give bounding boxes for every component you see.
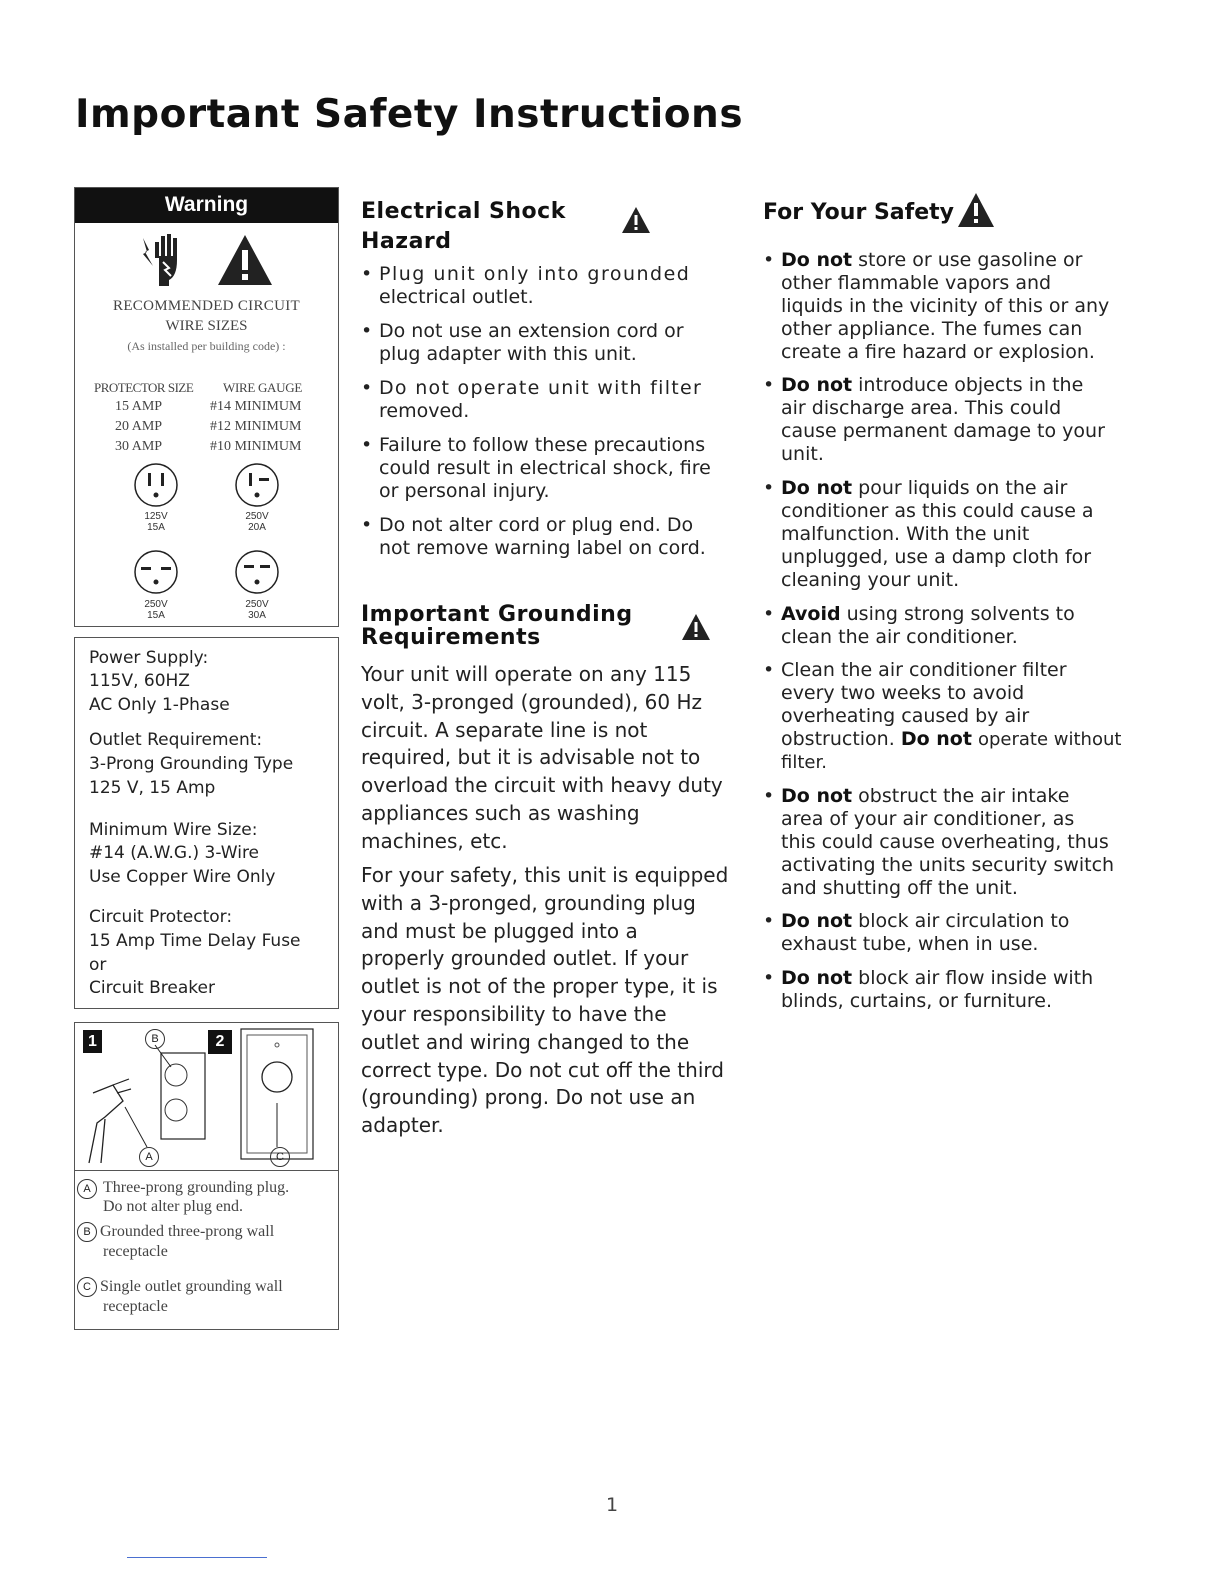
paragraph-line: properly grounded outlet. If your bbox=[361, 946, 689, 971]
bullet-item: • Do not store or use gasoline or other flammable vapors and liquids in the vicinity of this or any other appliance. The fumes can create a fire hazard or explosion. bbox=[763, 249, 1163, 364]
paragraph-line: correct type. Do not cut off the third bbox=[361, 1057, 724, 1082]
warning-triangle-icon bbox=[215, 232, 275, 288]
electric-shock-hand-icon bbox=[135, 228, 195, 292]
paragraph-line: volt, 3-pronged (grounded), 60 Hz bbox=[361, 689, 702, 714]
bullet-line: other flammable vapors and bbox=[781, 272, 1052, 294]
bullet-line: overheating caused by air bbox=[781, 705, 1030, 727]
bullet-line: operate without bbox=[977, 729, 1122, 750]
circuit-protector-value: Circuit Breaker bbox=[89, 978, 215, 998]
paragraph-line: required, but it is advisable not to bbox=[361, 745, 701, 770]
page-number: 1 bbox=[605, 1494, 619, 1516]
bullet-line: Do not use an extension cord or bbox=[379, 320, 684, 342]
bullet-emphasis: Do not bbox=[781, 249, 853, 271]
min-wire-size-label: Minimum Wire Size: bbox=[89, 820, 258, 840]
bullet-line: or personal injury. bbox=[379, 480, 550, 502]
bullet-line: block air circulation to bbox=[858, 910, 1070, 932]
bullet-item: • Clean the air conditioner filter every two weeks to avoid overheating caused by air obstruction. Do not operate without filter. bbox=[763, 659, 1163, 774]
bullet-line: and shutting off the unit. bbox=[781, 877, 1018, 899]
grounding-heading: Important Grounding bbox=[361, 602, 633, 627]
bullet-line: cause permanent damage to your bbox=[781, 420, 1105, 442]
footer-rule bbox=[127, 1557, 267, 1558]
outlet-rating-amp: 15A bbox=[147, 522, 165, 533]
caption-a-icon: A bbox=[77, 1179, 97, 1199]
warning-triangle-icon bbox=[620, 205, 652, 235]
bullet-item: • Do not alter cord or plug end. Do not remove warning label on cord. bbox=[361, 514, 741, 560]
paragraph-line: adapter. bbox=[361, 1113, 444, 1138]
bullet-emphasis: Do not bbox=[900, 728, 972, 750]
outlet-rating-amp: 30A bbox=[248, 610, 266, 621]
protector-size-value: 30 AMP bbox=[115, 439, 163, 454]
building-code-note: (As installed per building code) : bbox=[127, 339, 286, 353]
min-wire-size-value: #14 (A.W.G.) 3-Wire bbox=[89, 843, 260, 863]
bullet-line: not remove warning label on cord. bbox=[379, 537, 706, 559]
protector-size-header: PROTECTOR SIZE bbox=[94, 380, 194, 395]
bullet-line: malfunction. With the unit bbox=[781, 523, 1030, 545]
paragraph-line: (grounding) prong. Do not use an bbox=[361, 1085, 696, 1110]
outlet-requirement-value: 3-Prong Grounding Type bbox=[89, 754, 294, 774]
bullet-line: obstruct the air intake bbox=[858, 785, 1070, 807]
bullet-item: • Do not pour liquids on the air conditioner as this could cause a malfunction. With the unit unplugged, use a damp cloth for cleaning your unit. bbox=[763, 477, 1163, 592]
bullet-emphasis: Do not bbox=[781, 477, 853, 499]
caption-c-icon: C bbox=[77, 1277, 97, 1297]
power-supply-value: AC Only 1-Phase bbox=[89, 695, 230, 715]
wire-gauge-value: #12 MINIMUM bbox=[210, 419, 302, 434]
bullet-line: using strong solvents to bbox=[846, 603, 1075, 625]
outlet-rating-volt: 250V bbox=[245, 599, 269, 610]
outlet-rating-amp: 15A bbox=[147, 610, 165, 621]
bullet-item: • Avoid using strong solvents to clean the air conditioner. bbox=[763, 603, 1163, 649]
paragraph-line: and must be plugged into a bbox=[361, 918, 638, 943]
outlet-requirement-label: Outlet Requirement: bbox=[89, 730, 263, 750]
bullet-line: cleaning your unit. bbox=[781, 569, 960, 591]
paragraph-line: with a 3-pronged, grounding plug bbox=[361, 890, 696, 915]
bullet-item: • Do not block air circulation to exhaust tube, when in use. bbox=[763, 910, 1163, 956]
bullet-line: liquids in the vicinity of this or any bbox=[781, 295, 1110, 317]
bullet-item: • Do not introduce objects in the air discharge area. This could cause permanent damage to your unit. bbox=[763, 374, 1163, 466]
bullet-line: conditioner as this could cause a bbox=[781, 500, 1094, 522]
outlet-rating-volt: 250V bbox=[144, 599, 168, 610]
paragraph-line: Your unit will operate on any 115 bbox=[361, 662, 692, 686]
bullet-line: other appliance. The fumes can bbox=[781, 318, 1083, 340]
bullet-emphasis: Do not bbox=[781, 374, 853, 396]
bullet-line: area of your air conditioner, as bbox=[781, 808, 1075, 830]
caption-c-line: Single outlet grounding wall bbox=[100, 1278, 283, 1295]
paragraph-line: overload the circuit with heavy duty bbox=[361, 773, 723, 798]
paragraph-line: outlet is not of the proper type, it is bbox=[361, 974, 718, 999]
recommended-circuit-label: RECOMMENDED CIRCUIT bbox=[113, 298, 300, 314]
caption-b-line: Grounded three-prong wall bbox=[100, 1223, 275, 1240]
paragraph-line: For your safety, this unit is equipped bbox=[361, 863, 729, 887]
bullet-line: introduce objects in the bbox=[858, 374, 1084, 396]
bullet-item: • Do not obstruct the air intake area of your air conditioner, as this could cause overheating, thus activating the units security switch and shutting off the unit. bbox=[763, 785, 1163, 900]
bullet-line: Failure to follow these precautions bbox=[379, 434, 706, 456]
circuit-protector-label: Circuit Protector: bbox=[89, 907, 233, 927]
bullet-line: unit. bbox=[781, 443, 824, 465]
bullet-emphasis: Do not bbox=[781, 785, 853, 807]
wire-gauge-value: #14 MINIMUM bbox=[210, 399, 302, 414]
label-a-icon: A bbox=[139, 1147, 159, 1167]
bullet-line: activating the units security switch bbox=[781, 854, 1115, 876]
bullet-line: blinds, curtains, or furniture. bbox=[781, 990, 1053, 1012]
warning-triangle-icon bbox=[680, 612, 712, 642]
bullet-line: Do not operate unit with filter bbox=[379, 377, 703, 399]
electrical-shock-heading: Electrical Shock bbox=[361, 199, 566, 224]
bullet-line: pour liquids on the air bbox=[858, 477, 1068, 499]
caption-a-line: Do not alter plug end. bbox=[103, 1198, 243, 1215]
wire-gauge-value: #10 MINIMUM bbox=[210, 439, 302, 454]
step-1-badge: 1 bbox=[83, 1030, 102, 1053]
bullet-line: air discharge area. This could bbox=[781, 397, 1062, 419]
bullet-line: electrical outlet. bbox=[379, 286, 534, 308]
page-title: Important Safety Instructions bbox=[75, 92, 744, 137]
label-b-icon: B bbox=[145, 1029, 165, 1049]
bullet-line: unplugged, use a damp cloth for bbox=[781, 546, 1092, 568]
bullet-line: Plug unit only into grounded bbox=[379, 263, 691, 285]
power-requirements-box bbox=[74, 637, 339, 1009]
outlet-125v-15a-icon bbox=[132, 461, 180, 509]
outlet-rating-amp: 20A bbox=[248, 522, 266, 533]
outlet-requirement-value: 125 V, 15 Amp bbox=[89, 778, 216, 798]
diagram-figure bbox=[75, 1023, 338, 1171]
bullet-line: this could cause overheating, thus bbox=[781, 831, 1109, 853]
grounding-paragraph bbox=[361, 661, 746, 856]
bullet-item: • Do not block air flow inside with blinds, curtains, or furniture. bbox=[763, 967, 1163, 1013]
wire-gauge-header: WIRE GAUGE bbox=[223, 380, 302, 395]
paragraph-line: circuit. A separate line is not bbox=[361, 717, 648, 742]
bullet-line: could result in electrical shock, fire bbox=[379, 457, 711, 479]
bullet-line: Do not alter cord or plug end. Do bbox=[379, 514, 694, 536]
outlet-250v-15a-icon bbox=[132, 548, 180, 596]
grounding-plug-diagram bbox=[75, 1023, 338, 1170]
grounding-heading: Requirements bbox=[361, 625, 541, 650]
bullet-line: removed. bbox=[379, 400, 470, 422]
bullet-item: • Failure to follow these precautions could result in electrical shock, fire or personal injury. bbox=[361, 434, 741, 503]
outlet-rating-volt: 125V bbox=[144, 511, 168, 522]
warning-header: Warning bbox=[75, 188, 338, 223]
caption-a-line: Three-prong grounding plug. bbox=[103, 1179, 290, 1196]
power-supply-label: Power Supply: bbox=[89, 648, 209, 668]
caption-c-line: receptacle bbox=[103, 1298, 168, 1315]
grounding-paragraph bbox=[361, 862, 746, 1140]
circuit-protector-value: 15 Amp Time Delay Fuse bbox=[89, 931, 301, 951]
caption-b-line: receptacle bbox=[103, 1243, 168, 1260]
label-c-icon: C bbox=[270, 1147, 290, 1167]
bullet-line: block air flow inside with bbox=[858, 967, 1094, 989]
bullet-emphasis: Avoid bbox=[781, 603, 841, 625]
safety-heading: For Your Safety bbox=[763, 200, 954, 225]
bullet-line: exhaust tube, when in use. bbox=[781, 933, 1039, 955]
bullet-line: clean the air conditioner. bbox=[781, 626, 1018, 648]
step-2-badge: 2 bbox=[208, 1030, 232, 1054]
outlet-250v-30a-icon bbox=[233, 548, 281, 596]
paragraph-line: appliances such as washing bbox=[361, 800, 640, 825]
min-wire-size-value: Use Copper Wire Only bbox=[89, 867, 276, 887]
bullet-line: every two weeks to avoid bbox=[781, 682, 1025, 704]
bullet-line: Clean the air conditioner filter bbox=[781, 659, 1067, 681]
paragraph-line: your responsibility to have the bbox=[361, 1001, 667, 1026]
bullet-line: store or use gasoline or bbox=[858, 249, 1083, 271]
bullet-line: obstruction. bbox=[781, 728, 895, 750]
bullet-line: create a fire hazard or explosion. bbox=[781, 341, 1095, 363]
wire-sizes-label: WIRE SIZES bbox=[165, 318, 248, 334]
electrical-shock-heading: Hazard bbox=[361, 229, 452, 254]
paragraph-line: outlet and wiring changed to the bbox=[361, 1029, 690, 1054]
caption-b-icon: B bbox=[77, 1222, 97, 1242]
power-supply-value: 115V, 60HZ bbox=[89, 671, 190, 691]
bullet-line: filter. bbox=[781, 752, 827, 773]
bullet-item: • Do not operate unit with filter removed. bbox=[361, 377, 741, 423]
protector-size-value: 20 AMP bbox=[115, 419, 163, 434]
warning-triangle-icon bbox=[956, 191, 996, 229]
grounding-diagram-box bbox=[74, 1022, 339, 1330]
bullet-item: • Do not use an extension cord or plug adapter with this unit. bbox=[361, 320, 741, 366]
warning-panel bbox=[74, 187, 339, 627]
circuit-protector-value: or bbox=[89, 955, 107, 975]
outlet-rating-volt: 250V bbox=[245, 511, 269, 522]
protector-size-value: 15 AMP bbox=[115, 399, 163, 414]
bullet-item: • Plug unit only into grounded electrical outlet. bbox=[361, 263, 741, 309]
bullet-emphasis: Do not bbox=[781, 910, 853, 932]
outlet-250v-20a-icon bbox=[233, 461, 281, 509]
paragraph-line: machines, etc. bbox=[361, 828, 508, 853]
bullet-emphasis: Do not bbox=[781, 967, 853, 989]
bullet-line: plug adapter with this unit. bbox=[379, 343, 637, 365]
